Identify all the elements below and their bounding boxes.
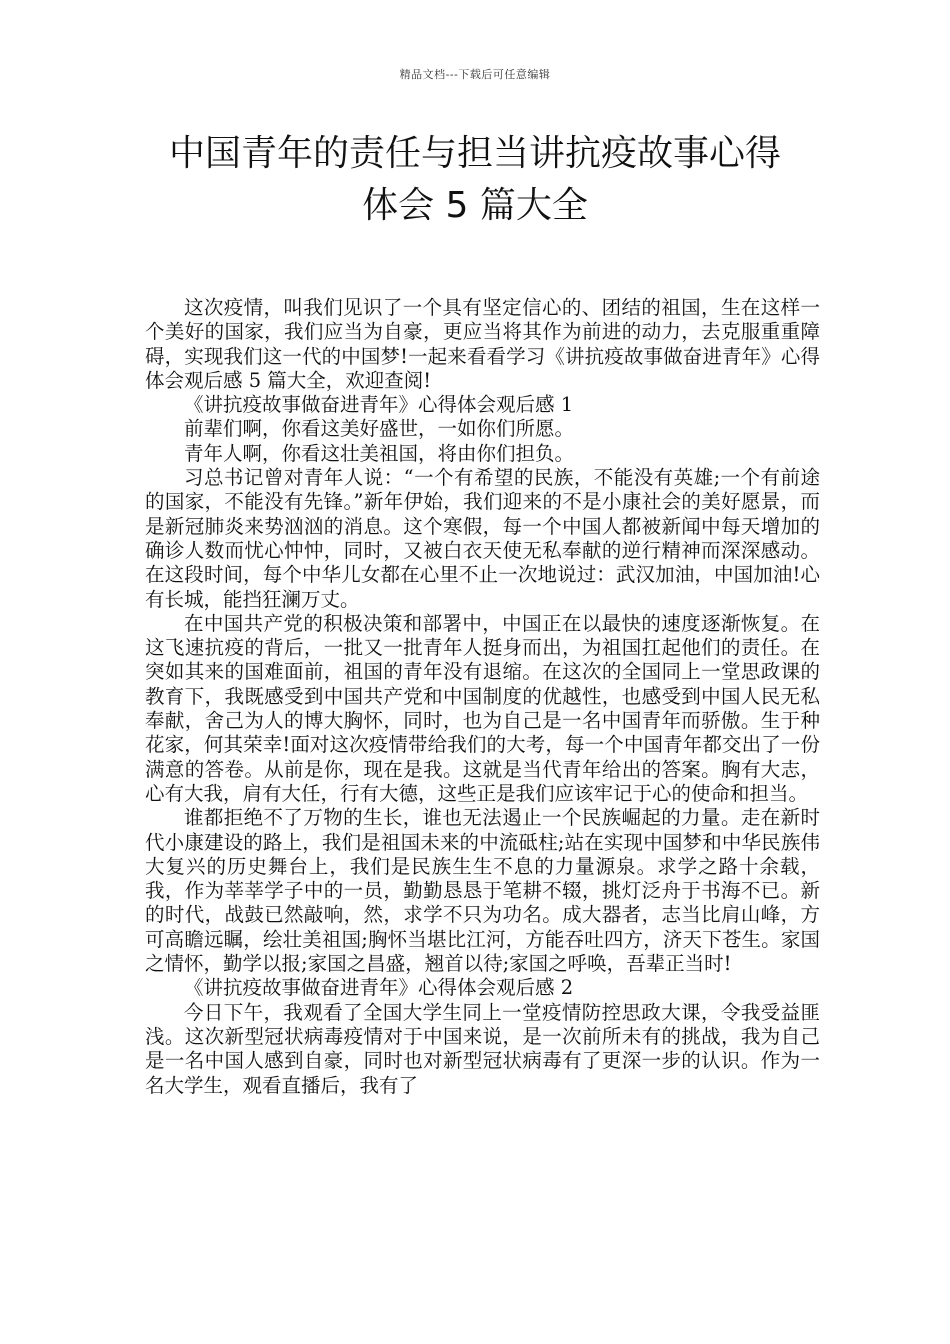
paragraph-intro: 这次疫情，叫我们见识了一个具有坚定信心的、团结的祖国，生在这样一个美好的国家，我们应当为自豪，更应当将其作为前进的动力，去克服重重障碍，实现我们这一代的中国梦!一起来看看学习《讲抗疫故事做奋进青年》心得体会观后感 5 篇大全，欢迎查阅! — [145, 296, 820, 392]
section-heading-1: 《讲抗疫故事做奋进青年》心得体会观后感 1 — [184, 393, 574, 417]
paragraph: 前辈们啊，你看这美好盛世，一如你们所愿。 — [184, 417, 575, 441]
header-note: 精品文档---下载后可任意编辑 — [399, 68, 551, 81]
document-body — [145, 296, 820, 1098]
title-line-2: 体会 5 篇大全 — [362, 185, 588, 226]
paragraph: 今日下午，我观看了全国大学生同上一堂疫情防控思政大课，令我受益匪浅。这次新型冠状病毒疫情对于中国来说，是一次前所未有的挑战，我为自己是一名中国人感到自豪，同时也对新型冠状病毒有了更深一步的认识。作为一名大学生，观看直播后，我有了 — [145, 1000, 820, 1097]
paragraph: 青年人啊，你看这壮美祖国，将由你们担负。 — [184, 441, 575, 465]
paragraph: 谁都拒绝不了万物的生长，谁也无法遏止一个民族崛起的力量。走在新时代小康建设的路上，我们是祖国未来的中流砥柱;站在实现中国梦和中华民族伟大复兴的历史舞台上，我们是民族生生不息的力量源泉。求学之路十余载，我，作为莘莘学子中的一员，勤勤恳恳于笔耕不辍，挑灯泛舟于书海不已。新的时代，战鼓已然敲响，然，求学不只为功名。成大器者，志当比肩山峰，方可高瞻远瞩，绘壮美祖国;胸怀当堪比江河，方能吞吐四方，济天下苍生。家国之情怀，勤学以报;家国之昌盛，翘首以待;家国之呼唤，吾辈正当时! — [145, 806, 820, 976]
section-heading-2: 《讲抗疫故事做奋进青年》心得体会观后感 2 — [184, 976, 574, 1000]
title-line-1: 中国青年的责任与担当讲抗疫故事心得 — [168, 133, 781, 174]
document-title — [120, 128, 830, 232]
paragraph: 在中国共产党的积极决策和部署中，中国正在以最快的速度逐渐恢复。在这飞速抗疫的背后，一批又一批青年人挺身而出，为祖国扛起他们的责任。在突如其来的国难面前，祖国的青年没有退缩。在这次的全国同上一堂思政课的教育下，我既感受到中国共产党和中国制度的优越性，也感受到中国人民无私奉献，舍己为人的博大胸怀，同时，也为自己是一名中国青年而骄傲。生于种花家，何其荣幸!面对这次疫情带给我们的大考，每一个中国青年都交出了一份满意的答卷。从前是你，现在是我。这就是当代青年给出的答案。胸有大志，心有大我，肩有大任，行有大德，这些正是我们应该牢记于心的使命和担当。 — [145, 611, 820, 805]
paragraph: 习总书记曾对青年人说：“一个有希望的民族，不能没有英雄;一个有前途的国家，不能没有先锋。”新年伊始，我们迎来的不是小康社会的美好愿景，而是新冠肺炎来势汹汹的消息。这个寒假，每一个中国人都被新闻中每天增加的确诊人数而忧心忡忡，同时，又被白衣天使无私奉献的逆行精神而深深感动。在这段时间，每个中华儿女都在心里不止一次地说过：武汉加油，中国加油!心有长城，能挡狂澜万丈。 — [145, 466, 820, 611]
